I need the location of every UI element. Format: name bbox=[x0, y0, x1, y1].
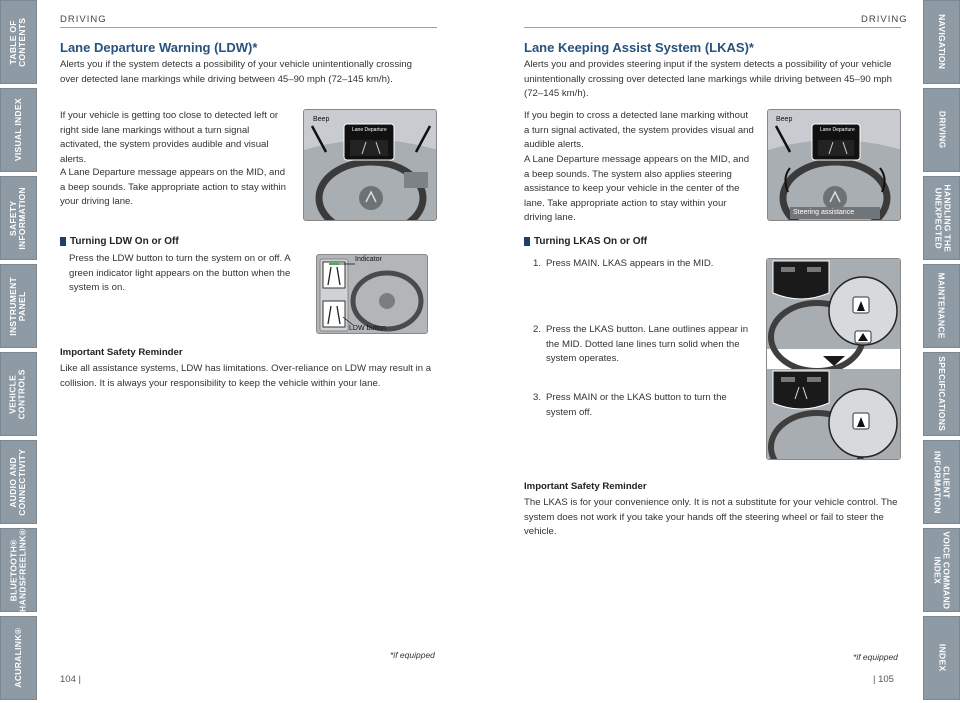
step-number: 1. bbox=[533, 258, 542, 269]
reminder-heading: Important Safety Reminder bbox=[60, 347, 183, 358]
section-marker bbox=[524, 237, 530, 246]
tab-label: TABLE OF CONTENTS bbox=[8, 17, 28, 67]
reminder-text: The LKAS is for your convenience only. It is not a substitute for your vehicle control. The system does not work if you take your hands off the steering wheel or fail to steer the vehicle. bbox=[524, 497, 898, 537]
intro-text: Alerts you if the system detects a possibility of your vehicle unintentionally crossing over detected lane markings while driving between 45–90 mph (72–145 km/h). bbox=[60, 59, 412, 85]
tab-bluetooth-handsfreelink[interactable] bbox=[0, 528, 37, 612]
ldw-button-drawing bbox=[317, 255, 428, 334]
section-heading-text: Turning LKAS On or Off bbox=[534, 236, 648, 247]
footnote: *if equipped bbox=[853, 652, 898, 662]
body-paragraph: A Lane Departure message appears on the MID, and a beep sounds. Take appropriate action to stay within your driving lane. bbox=[60, 167, 286, 207]
lane-departure-screen-label: Lane Departure bbox=[820, 127, 855, 133]
tab-label: BLUETOOTH® HANDSFREELINK® bbox=[8, 528, 28, 612]
running-header: DRIVING bbox=[861, 14, 908, 25]
lane-departure-screen-label: Lane Departure bbox=[352, 127, 387, 133]
tab-table-of-contents[interactable] bbox=[0, 0, 37, 84]
step-item bbox=[533, 323, 751, 367]
ldw-button-illustration bbox=[316, 254, 428, 334]
tab-label: VOICE COMMAND INDEX bbox=[932, 530, 952, 610]
page-title: Lane Keeping Assist System (LKAS)* bbox=[524, 40, 754, 55]
tab-label: INSTRUMENT PANEL bbox=[8, 276, 28, 336]
page-title: Lane Departure Warning (LDW)* bbox=[60, 40, 258, 55]
step-item bbox=[533, 391, 751, 420]
reminder-heading: Important Safety Reminder bbox=[524, 481, 647, 492]
step-text: Press MAIN. LKAS appears in the MID. bbox=[546, 258, 714, 269]
tab-handling-the-unexpected[interactable] bbox=[923, 176, 960, 260]
tab-label: NAVIGATION bbox=[937, 14, 948, 70]
lkas-steps-drawing bbox=[767, 259, 901, 460]
tab-instrument-panel[interactable] bbox=[0, 264, 37, 348]
tab-label: DRIVING bbox=[937, 111, 948, 149]
step-number: 3. bbox=[533, 392, 542, 403]
tab-label: SPECIFICATIONS bbox=[937, 356, 948, 432]
body-paragraph: A Lane Departure message appears on the MID, and a beep sounds. The system also applies steering assistance to keep your vehicle in the center of the lane. Take appropriate action to stay within your driving lane. bbox=[524, 154, 750, 223]
steering-assistance-label: Steering assistance bbox=[793, 209, 855, 216]
header-rule bbox=[60, 27, 437, 28]
body-paragraph: If your vehicle is getting too close to detected left or right side lane markings without a turn signal activated, the system provides audible and visual alerts. bbox=[60, 110, 279, 165]
tab-audio-and-connectivity[interactable] bbox=[0, 440, 37, 524]
page-number: | 105 bbox=[873, 674, 894, 685]
tab-acuralink[interactable] bbox=[0, 616, 37, 700]
tab-driving[interactable] bbox=[923, 88, 960, 172]
tab-label: VISUAL INDEX bbox=[12, 98, 23, 162]
header-rule bbox=[524, 27, 901, 28]
tab-label: SAFETY INFORMATION bbox=[8, 186, 28, 250]
beep-label: Beep bbox=[776, 116, 793, 123]
tab-safety-information[interactable] bbox=[0, 176, 37, 260]
beep-label: Beep bbox=[313, 116, 330, 123]
footnote: *if equipped bbox=[390, 650, 435, 660]
section-heading-text: Turning LDW On or Off bbox=[70, 236, 179, 247]
tab-vehicle-controls[interactable] bbox=[0, 352, 37, 436]
section-text: Press the LDW button to turn the system on or off. A green indicator light appears on the button when the system is on. bbox=[69, 253, 291, 293]
page-number: 104 | bbox=[60, 674, 81, 685]
right-tab-strip bbox=[923, 0, 960, 703]
section-marker bbox=[60, 237, 66, 246]
body-paragraph: If you begin to cross a detected lane marking without a turn signal activated, the system provides visual and audible alerts. bbox=[524, 110, 754, 150]
tab-navigation[interactable] bbox=[923, 0, 960, 84]
step-item bbox=[533, 257, 751, 272]
tab-visual-index[interactable] bbox=[0, 88, 37, 172]
step-number: 2. bbox=[533, 324, 542, 335]
tab-label: VEHICLE CONTROLS bbox=[8, 368, 28, 420]
tab-label: INDEX bbox=[937, 644, 948, 672]
step-text: Press MAIN or the LKAS button to turn the system off. bbox=[546, 392, 727, 418]
section-heading bbox=[60, 236, 179, 247]
section-heading bbox=[524, 236, 647, 247]
tab-maintenance[interactable] bbox=[923, 264, 960, 348]
tab-client-information[interactable] bbox=[923, 440, 960, 524]
lkas-steps-illustration bbox=[766, 258, 901, 460]
tab-specifications[interactable] bbox=[923, 352, 960, 436]
reminder-text: Like all assistance systems, LDW has limitations. Over-reliance on LDW may result in a collision. It is always your responsibility to keep the vehicle within your lane. bbox=[60, 363, 432, 389]
indicator-label: Indicator bbox=[355, 256, 382, 263]
tab-label: HANDLING THE UNEXPECTED bbox=[932, 184, 952, 252]
running-header: DRIVING bbox=[60, 14, 107, 25]
ldw-button-label: LDW button bbox=[349, 325, 386, 332]
tab-voice-command-index[interactable] bbox=[923, 528, 960, 612]
step-text: Press the LKAS button. Lane outlines appear in the MID. Dotted lane lines turn solid when the system operates. bbox=[546, 324, 749, 364]
tab-label: MAINTENANCE bbox=[937, 272, 948, 340]
ldw-dashboard-illustration bbox=[303, 109, 437, 221]
left-tab-strip bbox=[0, 0, 37, 703]
tab-label: CLIENT INFORMATION bbox=[932, 450, 952, 514]
tab-label: AUDIO AND CONNECTIVITY bbox=[8, 448, 28, 516]
tab-index[interactable] bbox=[923, 616, 960, 700]
tab-label: ACURALINK® bbox=[12, 628, 23, 688]
intro-text: Alerts you and provides steering input if the system detects a possibility of your vehicle unintentionally crossing over detected lane markings while driving between 45–90 mph (72–145 km/h). bbox=[524, 59, 892, 99]
lkas-dashboard-illustration bbox=[767, 109, 901, 221]
